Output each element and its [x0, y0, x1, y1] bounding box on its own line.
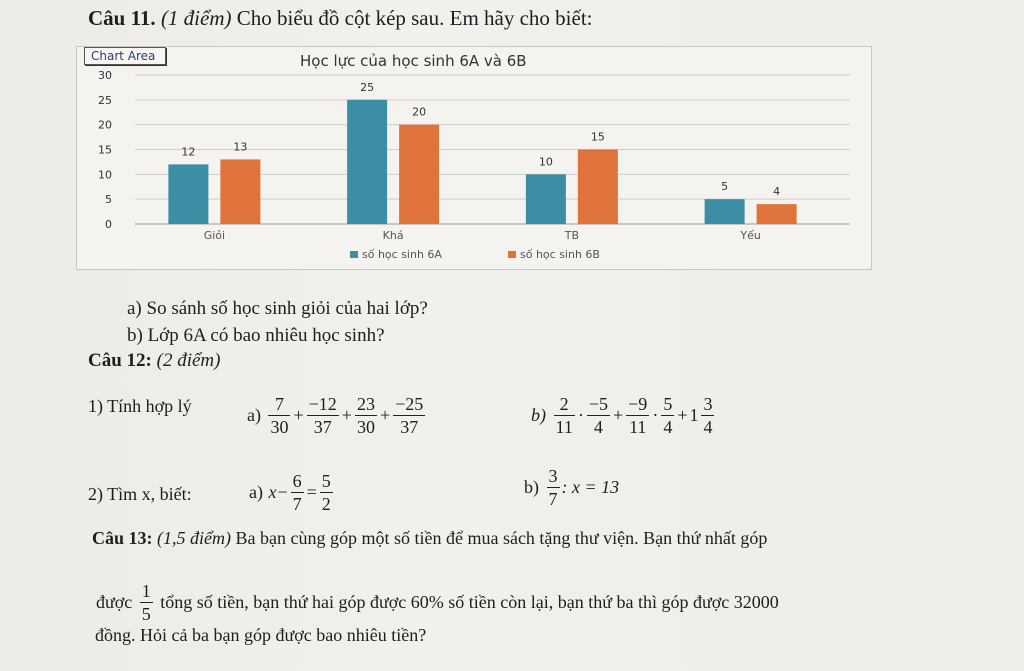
category-label: Khá: [382, 229, 404, 242]
fraction: $\frac{-25}{37}$: [395, 394, 424, 437]
category-label: Yếu: [740, 229, 761, 242]
data-label: 13: [233, 140, 248, 154]
y-tick-label: 30: [98, 69, 112, 82]
data-label: 10: [538, 155, 553, 169]
question-12-1-label: 1) Tính hợp lý: [88, 396, 192, 416]
y-tick-label: 20: [98, 118, 112, 132]
y-tick-label: 5: [105, 193, 112, 207]
bar: [578, 150, 618, 225]
question-11-heading: Câu 11. (1 điểm) Cho biểu đồ cột kép sau. Em hãy cho biết:: [88, 6, 593, 30]
y-tick-label: 0: [105, 218, 112, 231]
fraction: $\frac{-5}{4}$: [588, 394, 608, 437]
data-label: 15: [590, 130, 605, 144]
question-12-heading: Câu 12: (2 điểm): [88, 350, 221, 371]
bar: [757, 204, 797, 224]
bar: [705, 199, 745, 224]
category-label: Giỏi: [203, 229, 226, 242]
bar: [399, 125, 439, 224]
legend-swatch: [508, 251, 516, 258]
fraction: $\frac{2}{11}$: [555, 394, 573, 437]
bar: [220, 159, 260, 224]
data-label: 5: [721, 180, 729, 194]
bar: [526, 174, 566, 224]
chart-legend: [350, 248, 600, 261]
question-11a: a) So sánh số học sinh giỏi của hai lớp?: [127, 298, 428, 319]
question-13-line-2: được $\frac{1}{5}$ tổng số tiền, bạn thứ hai góp được 60% số tiền còn lại, bạn thứ ba thì góp được 32000: [96, 581, 779, 624]
chart-title: Học lực của học sinh 6A và 6B: [300, 52, 527, 70]
question-12-1a: a) $\frac{7}{30}$ + $\frac{-12}{37}$ + $\frac{23}{30}$ + $\frac{-25}{37}$: [247, 394, 424, 437]
fraction: $\frac{6}{7}$: [292, 471, 302, 514]
bar: [347, 100, 387, 224]
question-11b: b) Lớp 6A có bao nhiêu học sinh?: [127, 325, 385, 346]
chart-data-labels: [181, 81, 780, 198]
data-label: 4: [773, 185, 781, 199]
fraction: $\frac{1}{5}$: [141, 581, 151, 624]
bar: [168, 164, 208, 224]
legend-label: số học sinh 6A: [362, 248, 442, 261]
fraction: $\frac{-9}{11}$: [628, 394, 648, 437]
question-12-2a: a) x− $\frac{6}{7}$ = $\frac{5}{2}$: [249, 471, 331, 514]
fraction: $\frac{3}{7}$: [548, 466, 558, 509]
category-label: TB: [564, 229, 580, 242]
fraction: $\frac{5}{2}$: [321, 471, 331, 514]
chart-category-labels: [204, 229, 761, 242]
data-label: 20: [412, 105, 427, 119]
question-12-2b: b) $\frac{3}{7}$ : x = 13: [524, 466, 620, 509]
question-12-1b: b) $\frac{2}{11}$ · $\frac{-5}{4}$ + $\frac{-9}{11}$ · $\frac{5}{4}$ + 1 $\frac{3}{4}$: [531, 394, 713, 437]
chart-area-tag: Chart Area: [84, 47, 166, 65]
fraction: $\frac{3}{4}$: [703, 394, 713, 437]
question-13-line-1: Câu 13: (1,5 điểm) Ba bạn cùng góp một số tiền để mua sách tặng thư viện. Bạn thứ nhất góp: [92, 528, 768, 548]
chart-bars: [168, 100, 796, 224]
y-tick-label: 25: [98, 93, 112, 107]
legend-swatch: [350, 251, 358, 258]
question-13-line-3: đồng. Hỏi cả ba bạn góp được bao nhiêu tiền?: [95, 625, 427, 645]
chart-y-ticks: [98, 69, 112, 231]
data-label: 12: [181, 145, 196, 159]
data-label: 25: [360, 80, 375, 94]
fraction: $\frac{-12}{37}$: [308, 394, 337, 437]
y-tick-label: 15: [98, 143, 112, 157]
fraction: $\frac{23}{30}$: [356, 394, 375, 437]
legend-label: số học sinh 6B: [520, 248, 600, 261]
fraction: $\frac{7}{30}$: [270, 394, 289, 437]
y-tick-label: 10: [98, 168, 112, 182]
fraction: $\frac{5}{4}$: [663, 394, 673, 437]
question-12-2-label: 2) Tìm x, biết:: [88, 484, 192, 504]
